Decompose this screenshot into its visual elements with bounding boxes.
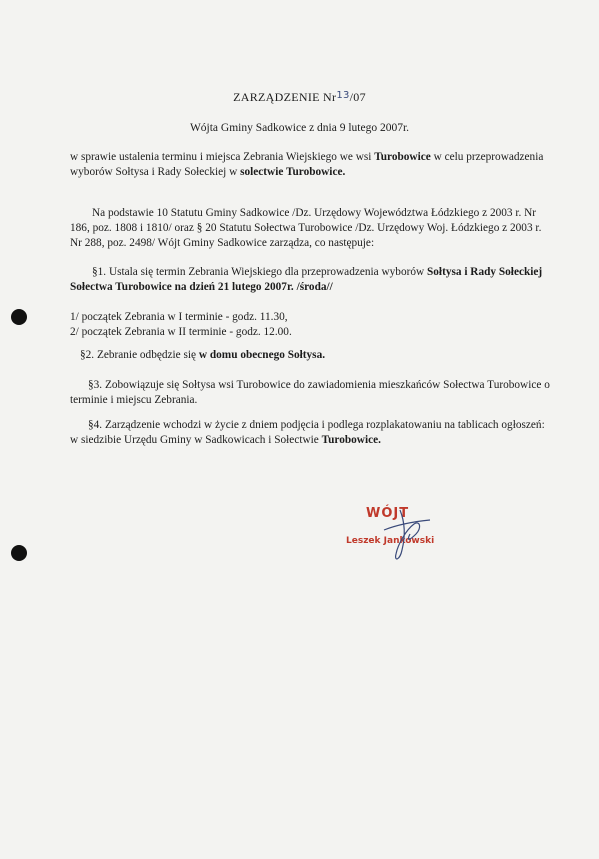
paragraph-4 <box>70 418 550 448</box>
punch-hole-top <box>11 309 27 325</box>
subject-village2: solectwie Turobowice. <box>240 166 346 178</box>
legal-basis-paragraph: Na podstawie 10 Statutu Gminy Sadkowice /Dz. Urzędowy Województwa Łódzkiego z 2003 r. Nr 186, poz. 1808 i 1810/ oraz § 20 Statutu Sołectwa Turobowice /Dz. Urzędowy Woj. Łódzkiego z 2003 r. Nr 288, poz. 2498/ Wójt Gminy Sadkowice zarządza, co następuje: <box>70 207 542 249</box>
paragraph-3: §3. Zobowiązuje się Sołtysa wsi Turobowice do zawiadomienia mieszkańców Sołectwa Turobowice o terminie i miejscu Zebrania. <box>70 379 550 406</box>
document-title <box>0 90 599 105</box>
term-2: 2/ początek Zebrania w II terminie - godz. 12.00. <box>70 326 292 338</box>
paragraph-1-text: §1. Ustala się termin Zebrania Wiejskiego dla przeprowadzenia wyborów <box>92 266 427 278</box>
paragraph-2 <box>70 348 550 363</box>
subject-village1: Turobowice <box>374 151 431 163</box>
title-suffix: /07 <box>349 90 366 104</box>
stamp-name: Leszek Jankowski <box>346 536 435 546</box>
paragraph-1 <box>70 265 550 295</box>
paragraph-2-bold: w domu obecnego Sołtysa. <box>198 349 326 361</box>
signature-stamp <box>340 500 460 570</box>
paragraph-4-bold: Turobowice. <box>321 434 381 446</box>
paragraph-4-text: §4. Zarządzenie wchodzi w życie z dniem podjęcia i podlega rozplakatowaniu na tablicach ogłoszeń: w siedzibie Urzędu Gminy w Sadkowicach i Sołectwie <box>70 419 545 446</box>
terms-list <box>70 310 550 340</box>
subject-part2: w celu przeprowadzenia wyborów Sołtysa i Rady Sołeckiej w <box>70 151 544 178</box>
title-handwritten-number: 13 <box>336 90 350 101</box>
term-1: 1/ początek Zebrania w I terminie - godz. 11.30, <box>70 311 288 323</box>
subject-paragraph <box>70 150 550 180</box>
paragraph-2-text: §2. Zebranie odbędzie się <box>80 349 199 361</box>
subject-part1: w sprawie ustalenia terminu i miejsca Zebrania Wiejskiego we wsi <box>70 151 375 163</box>
handwritten-signature-icon <box>370 500 450 570</box>
document-subtitle: Wójta Gminy Sadkowice z dnia 9 lutego 2007r. <box>189 122 410 134</box>
stamp-title: WÓJT <box>366 506 410 521</box>
punch-hole-bottom <box>11 545 27 561</box>
title-prefix: ZARZĄDZENIE Nr <box>233 90 337 104</box>
paragraph-1-bold: Sołtysa i Rady Sołeckiej Sołectwa Turobowice na dzień 21 lutego 2007r. /środa// <box>70 266 543 293</box>
